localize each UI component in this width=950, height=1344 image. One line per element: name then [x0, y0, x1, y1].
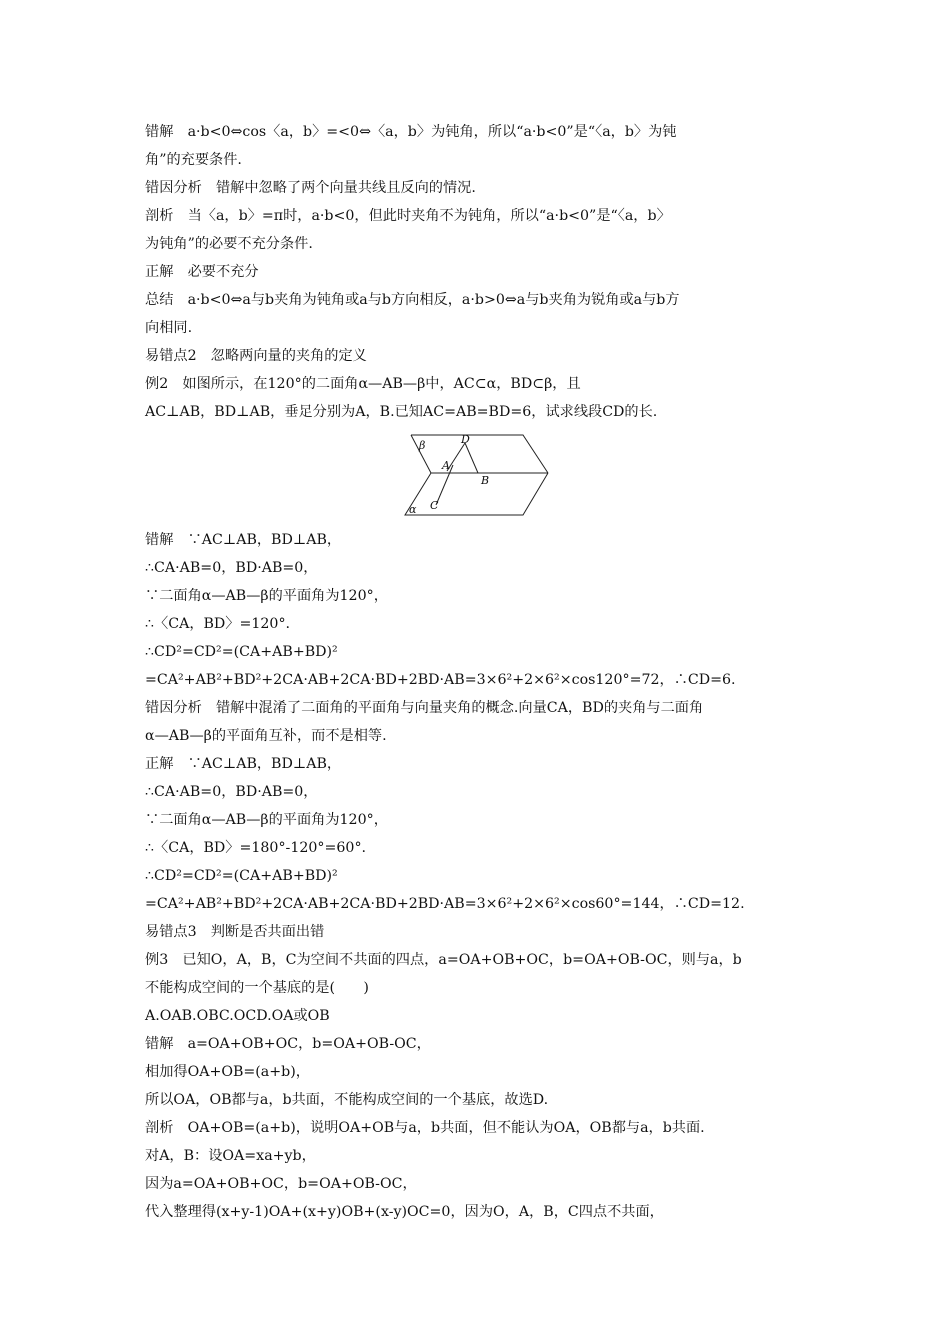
- text-line: 错解 a=OA+OB+OC，b=OA+OB-OC，: [145, 1036, 431, 1052]
- text-line: 向相同.: [145, 320, 193, 336]
- text-line: ∴CA·AB=0，BD·AB=0，: [145, 784, 318, 800]
- text-line: 正解 必要不充分: [145, 264, 259, 280]
- text-line: 错解 ∵AC⊥AB，BD⊥AB，: [145, 532, 342, 548]
- text-line: ∴〈CA，BD〉=180°-120°=60°.: [145, 840, 367, 856]
- text-line: ∴CD²=CD²=(CA+AB+BD)²: [145, 644, 338, 660]
- text-line: 错解 a·b<0⇔cos〈a，b〉=<0⇔〈a，b〉为钝角，所以“a·b<0”是“〈a，b〉为钝: [145, 124, 677, 140]
- text-line: 为钝角”的必要不充分条件.: [145, 236, 313, 252]
- text-line: ∴CA·AB=0，BD·AB=0，: [145, 560, 318, 576]
- text-line: ∴〈CA，BD〉=120°.: [145, 616, 291, 632]
- answer-options: A.OAB.OBC.OCD.OA或OB: [145, 1008, 330, 1024]
- text-line: 正解 ∵AC⊥AB，BD⊥AB，: [145, 756, 342, 772]
- text-line: 角”的充要条件.: [145, 152, 242, 168]
- section-heading: 易错点2 忽略两向量的夹角的定义: [145, 348, 367, 364]
- text-line: 错因分析 错解中忽略了两个向量共线且反向的情况.: [145, 180, 476, 196]
- dihedral-angle-figure: [403, 433, 550, 517]
- text-line: ∵二面角α—AB—β的平面角为120°，: [145, 588, 388, 604]
- point-c-label: C: [430, 499, 439, 512]
- text-line: α—AB—β的平面角互补，而不是相等.: [145, 728, 387, 744]
- text-line: 代入整理得(x+y-1)OA+(x+y)OB+(x-y)OC=0，因为O，A，B，C四点不共面，: [145, 1204, 664, 1220]
- text-line: 因为a=OA+OB+OC，b=OA+OB-OC，: [145, 1176, 417, 1192]
- beta-label: β: [419, 439, 426, 452]
- section-heading: 易错点3 判断是否共面出错: [145, 924, 325, 940]
- text-line: =CA²+AB²+BD²+2CA·AB+2CA·BD+2BD·AB=3×6²+2×6²×cos60°=144，∴CD=12.: [145, 896, 745, 912]
- text-line: 错因分析 错解中混淆了二面角的平面角与向量夹角的概念.向量CA，BD的夹角与二面角: [145, 700, 704, 716]
- point-b-label: B: [481, 474, 490, 487]
- text-line: ∴CD²=CD²=(CA+AB+BD)²: [145, 868, 338, 884]
- text-line: AC⊥AB，BD⊥AB，垂足分别为A，B.已知AC=AB=BD=6，试求线段CD的长.: [145, 404, 658, 420]
- text-line: 相加得OA+OB=(a+b)，: [145, 1064, 310, 1080]
- text-line: 所以OA，OB都与a，b共面，不能构成空间的一个基底，故选D.: [145, 1092, 549, 1108]
- text-line: 对A，B：设OA=xa+yb，: [145, 1148, 316, 1164]
- point-a-label: A: [442, 459, 450, 472]
- text-line: 不能构成空间的一个基底的是( ): [145, 980, 369, 996]
- text-line: 例2 如图所示，在120°的二面角α—AB—β中，AC⊂α，BD⊂β，且: [145, 376, 581, 392]
- text-line: ∵二面角α—AB—β的平面角为120°，: [145, 812, 388, 828]
- text-line: =CA²+AB²+BD²+2CA·AB+2CA·BD+2BD·AB=3×6²+2×6²×cos120°=72，∴CD=6.: [145, 672, 736, 688]
- alpha-label: α: [409, 503, 417, 516]
- text-line: 例3 已知O，A，B，C为空间不共面的四点，a=OA+OB+OC，b=OA+OB-OC，则与a，b: [145, 952, 742, 968]
- text-line: 总结 a·b<0⇔a与b夹角为钝角或a与b方向相反，a·b>0⇔a与b夹角为锐角或a与b方: [145, 292, 680, 308]
- text-line: 剖析 当〈a，b〉=π时，a·b<0，但此时夹角不为钝角，所以“a·b<0”是“〈a，b〉: [145, 208, 671, 224]
- text-line: 剖析 OA+OB=(a+b)，说明OA+OB与a，b共面，但不能认为OA，OB都与a，b共面.: [145, 1120, 705, 1136]
- point-d-label: D: [461, 433, 470, 446]
